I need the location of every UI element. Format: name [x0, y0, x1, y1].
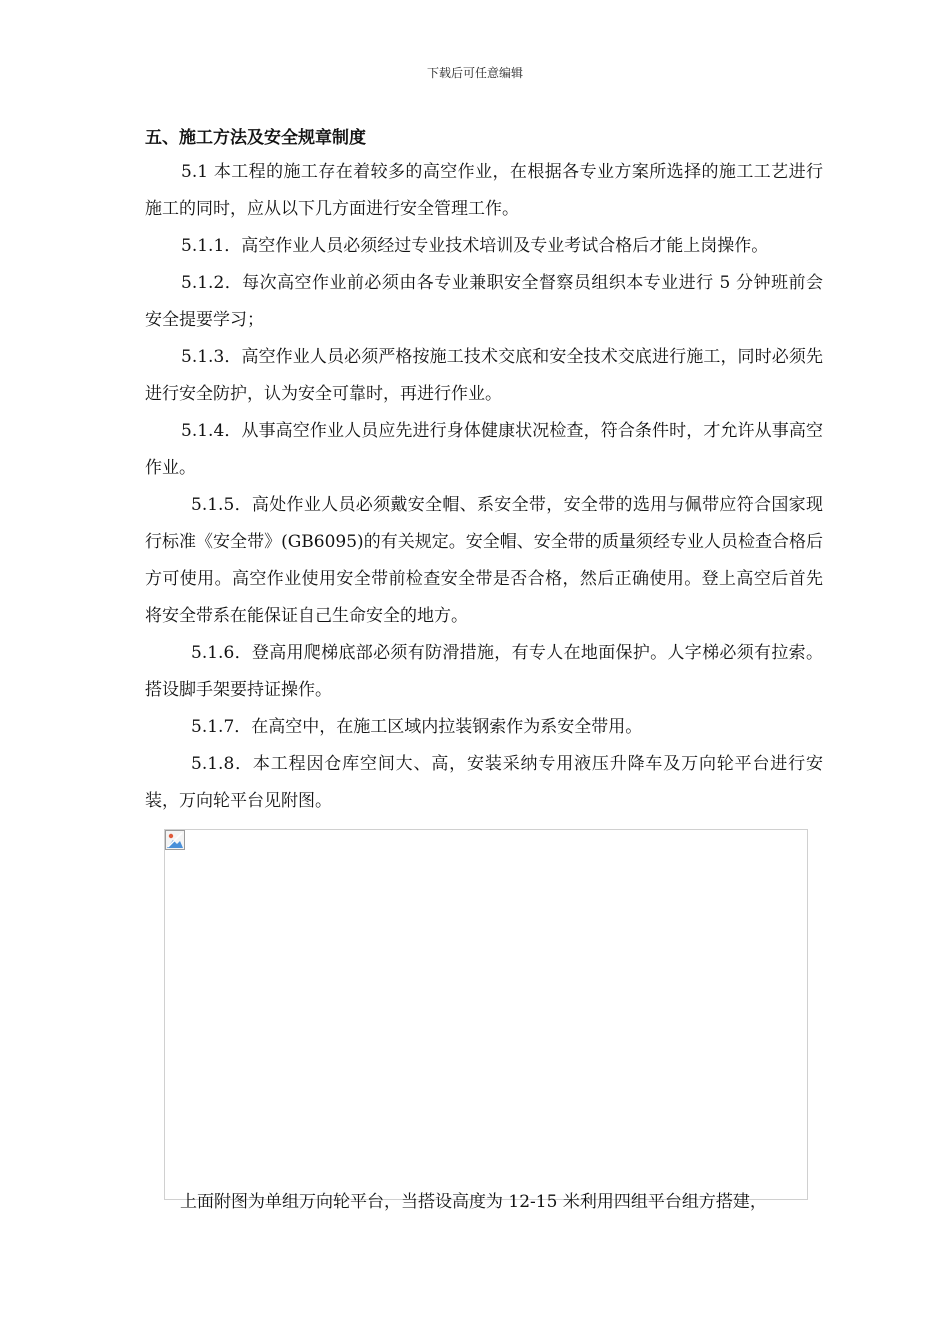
figure-caption: 上面附图为单组万向轮平台，当搭设高度为 12-15 米利用四组平台组方搭建， [180, 1192, 767, 1212]
paragraph-5-1-6: 5.1.6．登高用爬梯底部必须有防滑措施，有专人在地面保护。人字梯必须有拉索。搭设脚手架要持证操作。 [145, 643, 823, 700]
broken-image-icon [165, 830, 185, 850]
paragraph-5-1-2: 5.1.2．每次高空作业前必须由各专业兼职安全督察员组织本专业进行 5 分钟班前会安全提要学习； [145, 273, 823, 330]
paragraph-5-1-7: 5.1.7．在高空中，在施工区域内拉装钢索作为系安全带用。 [191, 717, 643, 737]
paragraph-5-1-8: 5.1.8．本工程因仓库空间大、高，安装采纳专用液压升降车及万向轮平台进行安装，万向轮平台见附图。 [145, 754, 823, 811]
attached-figure-placeholder [164, 829, 808, 1200]
section-title: 五、施工方法及安全规章制度 [145, 128, 366, 148]
paragraph-5-1: 5.1 本工程的施工存在着较多的高空作业，在根据各专业方案所选择的施工工艺进行施工的同时，应从以下几方面进行安全管理工作。 [145, 162, 823, 219]
paragraph-5-1-4: 5.1.4．从事高空作业人员应先进行身体健康状况检查，符合条件时，才允许从事高空作业。 [145, 421, 823, 478]
paragraph-5-1-1: 5.1.1．高空作业人员必须经过专业技术培训及专业考试合格后才能上岗操作。 [181, 236, 769, 256]
page-header: 下载后可任意编辑 [426, 66, 523, 80]
paragraph-5-1-3: 5.1.3．高空作业人员必须严格按施工技术交底和安全技术交底进行施工，同时必须先进行安全防护，认为安全可靠时，再进行作业。 [145, 347, 823, 404]
document-body [145, 122, 823, 820]
paragraph-5-1-5: 5.1.5．高处作业人员必须戴安全帽、系安全带，安全带的选用与佩带应符合国家现行标准《安全带》(GB6095)的有关规定。安全帽、安全带的质量须经专业人员检查合格后方可使用。高空作业使用安全带前检查安全带是否合格，然后正确使用。登上高空后首先将安全带系在能保证自己生命安全的地方。 [145, 495, 823, 626]
